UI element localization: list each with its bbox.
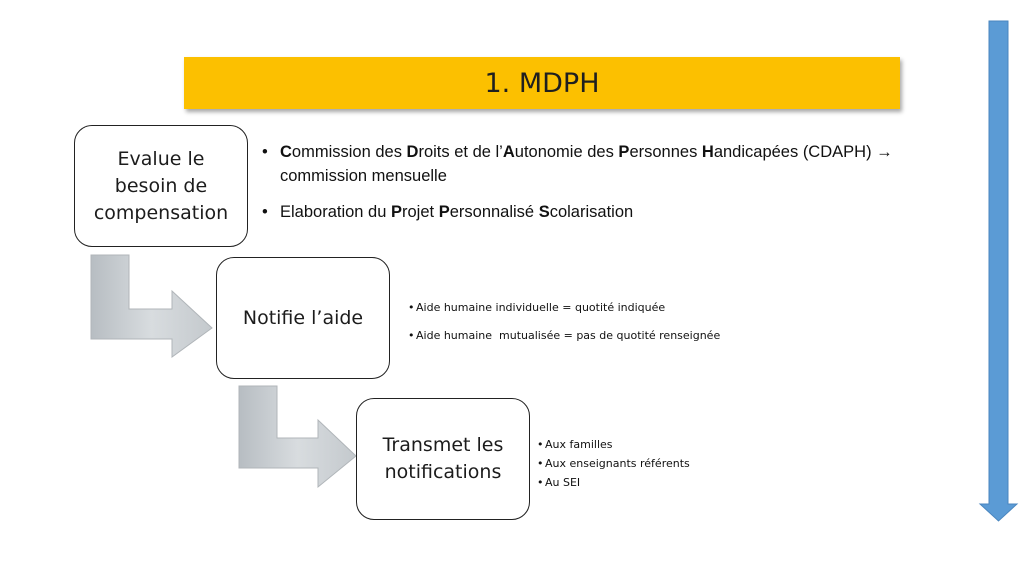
slide-title: 1. MDPH [484,67,600,99]
bent-arrow-icon [236,384,360,490]
step-evaluate-box [74,125,248,247]
list-item: • Aux familles [537,435,690,454]
bullet-text: Elaboration du [280,203,391,221]
title-banner [184,57,900,109]
step-text-line: compensation [93,201,229,224]
bullet-text: andicapées (CDAPH) → commission mensuelle [280,143,893,185]
bold-initial: P [618,143,630,161]
notify-bullet-list [408,300,720,356]
bullet-text: ersonnes [629,143,702,161]
step-transmit-box [356,398,530,520]
bullet-text: ommission des [291,143,407,161]
bent-arrow-icon [88,253,218,359]
bold-initial: D [406,143,419,161]
bold-initial: P [438,203,450,221]
list-item: • Aide humaine mutualisée = pas de quotité renseignée [408,328,720,344]
cdaph-bullet [262,140,922,188]
bullet-text: ersonnalisé [449,203,539,221]
mdph-bullet-list [262,140,922,236]
list-item: • Aide humaine individuelle = quotité indiquée [408,300,720,316]
step-text-line: Evalue le [117,147,205,170]
list-item: • Aux enseignants référents [537,454,690,473]
step-text-line: Notifie l’aide [242,307,364,329]
transmit-bullet-list [537,435,690,492]
step-text-line: besoin de [114,174,208,197]
bold-initial: P [391,203,403,221]
bold-initial: S [538,203,550,221]
bold-initial: C [280,143,292,161]
timeline-down-arrow-icon [978,18,1020,524]
list-item: • Au SEI [537,473,690,492]
bold-initial: A [502,143,515,161]
bullet-text: roits et de l’ [418,143,503,161]
step-text-line: Transmet les [382,434,504,456]
bullet-text: rojet [402,203,439,221]
pps-bullet [262,200,922,224]
bullet-text: utonomie des [514,143,619,161]
bullet-text: colarisation [549,203,634,221]
step-text-line: notifications [384,461,502,483]
bold-initial: H [701,143,714,161]
step-notify-box [216,257,390,379]
